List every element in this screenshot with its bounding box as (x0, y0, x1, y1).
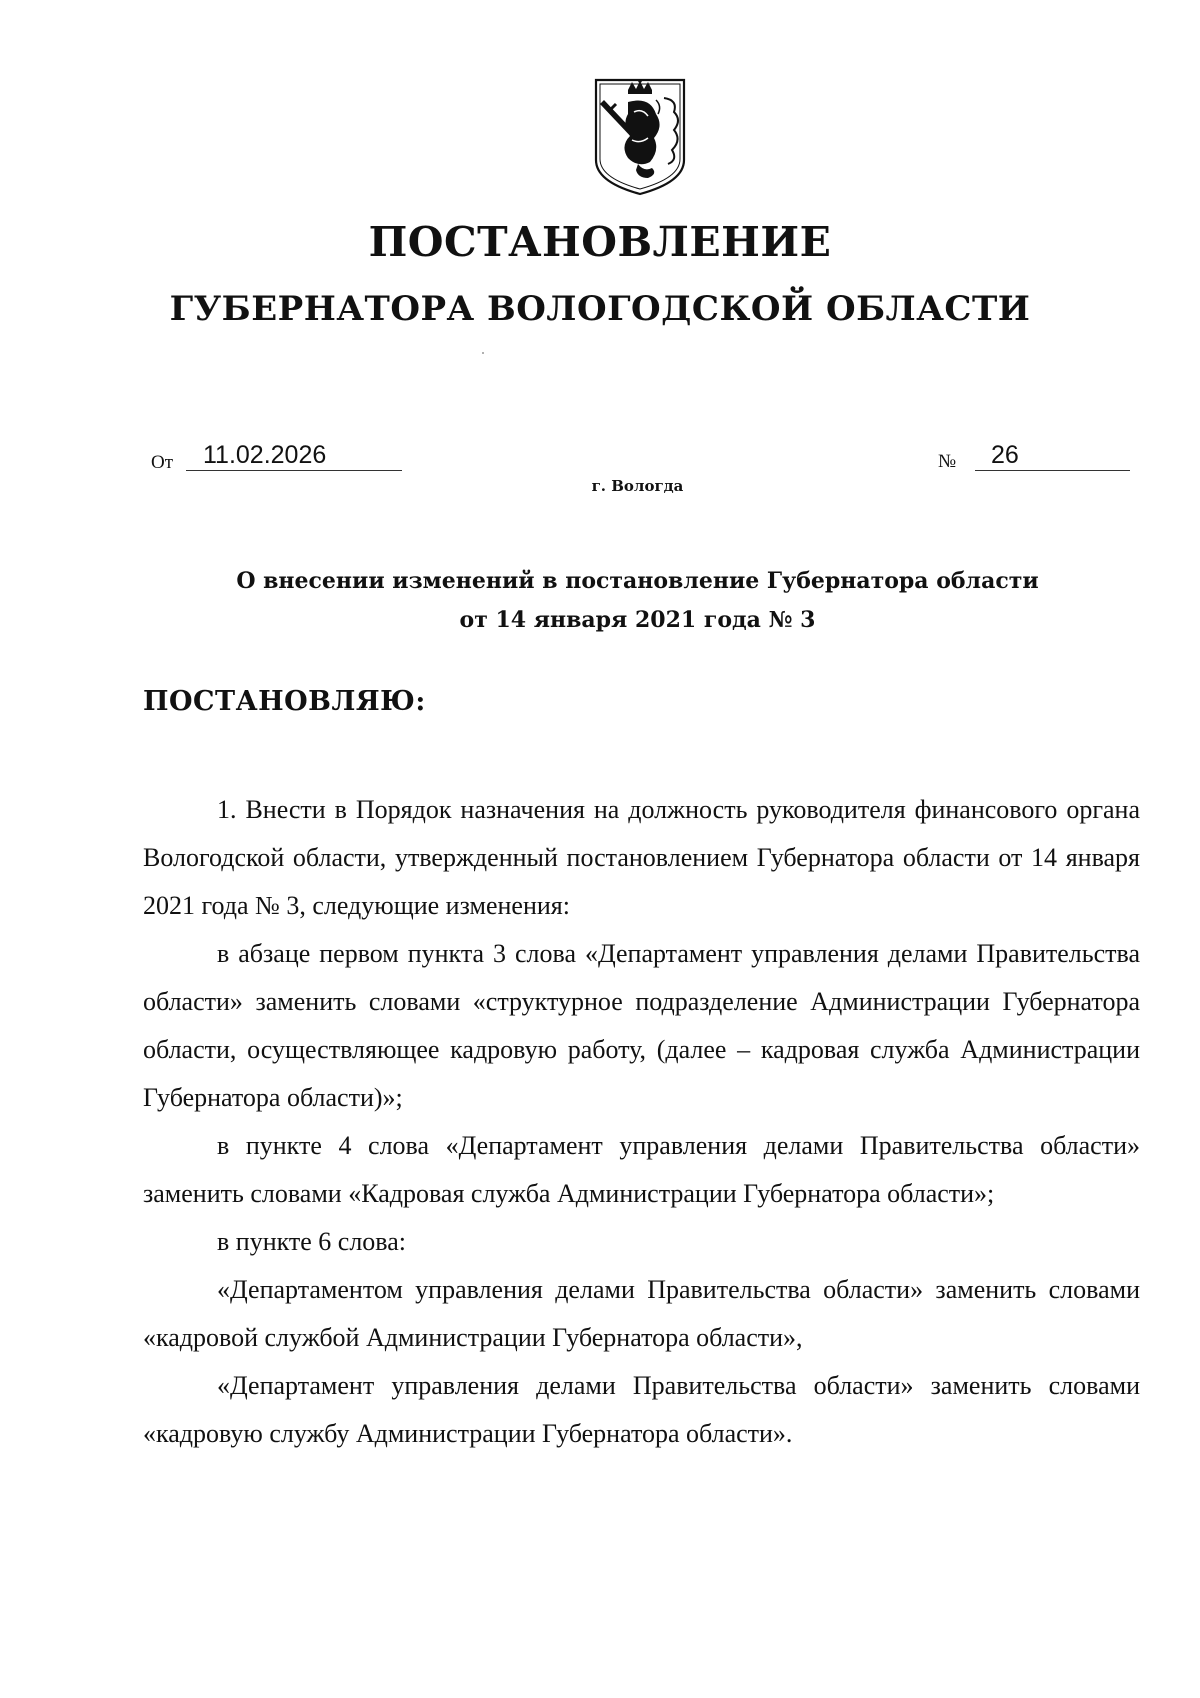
body-paragraph: «Департаментом управления делами Правительства области» заменить словами «кадровой службой Администрации Губернатора области», (143, 1275, 1140, 1352)
document-heading (0, 562, 1200, 640)
body-paragraph: «Департамент управления делами Правительства области» заменить словами «кадровую службу Администрации Губернатора области». (143, 1371, 1140, 1448)
heading-line-2: от 14 января 2021 года № 3 (459, 607, 816, 633)
heading-line-1: О внесении изменений в постановление Губернатора области (236, 568, 1039, 594)
document-title: ПОСТАНОВЛЕНИЕ (368, 218, 832, 266)
number-underline (975, 470, 1130, 471)
number-prefix-label: № (938, 451, 957, 472)
decree-word: ПОСТАНОВЛЯЮ: (143, 686, 426, 717)
city-label: г. Вологда (591, 477, 684, 495)
document-number: 26 (991, 441, 1019, 469)
body-paragraph: 1. Внести в Порядок назначения на должность руководителя финансового органа Вологодской области, утвержденный постановлением Губернатора области от 14 января 2021 года № 3, следующие изменения: (143, 795, 1140, 920)
document-issuer: ГУБЕРНАТОРА ВОЛОГОДСКОЙ ОБЛАСТИ (169, 289, 1031, 329)
document-date: 11.02.2026 (203, 441, 327, 469)
body-paragraph: в пункте 6 слова: (217, 1227, 407, 1256)
body-paragraph: в абзаце первом пункта 3 слова «Департамент управления делами Правительства области» заменить словами «структурное подразделение Администрации Губернатора области, осуществляющее кадровую работу, (далее – кадровая служба Администрации Губернатора области)»; (143, 939, 1140, 1112)
date-underline (186, 470, 402, 471)
date-prefix-label: От (151, 452, 174, 473)
scan-speck (482, 352, 484, 354)
document-body (143, 786, 1140, 1458)
body-paragraph: в пункте 4 слова «Департамент управления делами Правительства области» заменить словами «Кадровая служба Администрации Губернатора области»; (143, 1131, 1140, 1208)
coat-of-arms-icon (594, 78, 686, 196)
